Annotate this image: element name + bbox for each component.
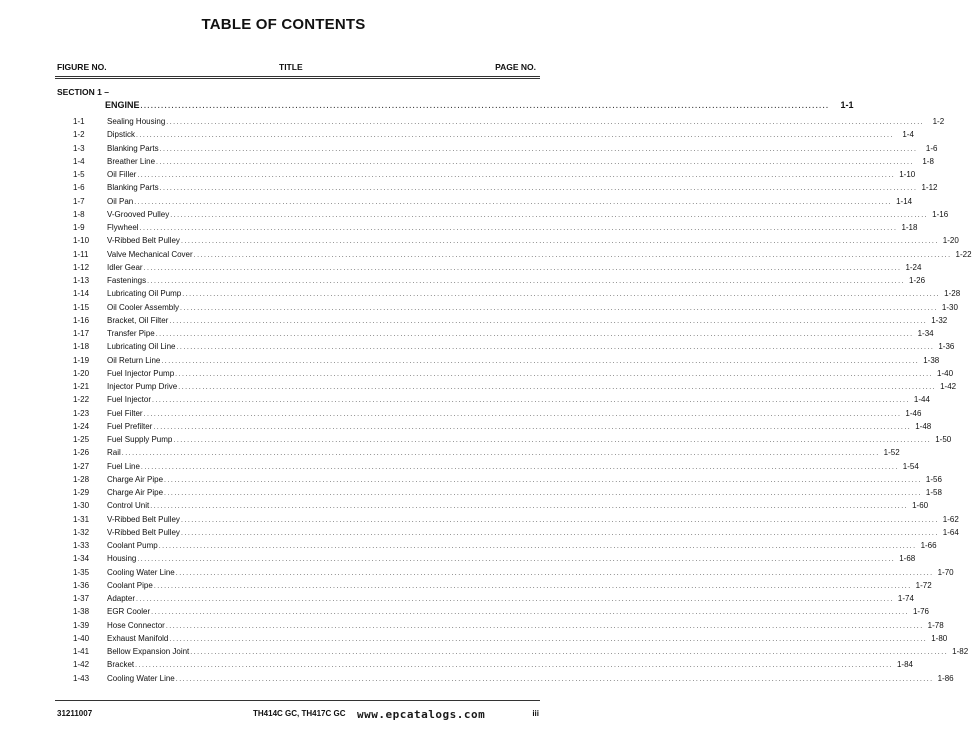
entry-title: V-Ribbed Belt Pulley <box>107 527 180 537</box>
toc-entry[interactable] <box>57 314 948 327</box>
toc-entry[interactable] <box>57 460 919 473</box>
figure-number: 1-20 <box>73 368 90 378</box>
leader-dots: ............................................................................................................................................................................................................................ <box>153 582 912 590</box>
entry-page: 1-60 <box>912 501 929 511</box>
page-no-header: PAGE NO. <box>495 62 536 72</box>
entry-page: 1-36 <box>938 342 955 352</box>
leader-dots: ............................................................................................................................................................................................................................ <box>190 649 949 656</box>
toc-entry[interactable] <box>57 579 932 592</box>
entry-title: V-Grooved Pulley <box>107 209 170 219</box>
entry-page: 1-44 <box>913 395 930 405</box>
leader-dots: ............................................................................................................................................................................................................................ <box>136 132 894 140</box>
leader-dots: ............................................................................................................................................................................................................................ <box>169 635 928 643</box>
entry-page: 1-16 <box>932 209 949 219</box>
entry-title: Oil Pan <box>107 196 134 206</box>
entry-title: Blanking Parts <box>107 143 159 153</box>
toc-entry[interactable] <box>57 513 959 526</box>
toc-entry[interactable] <box>57 592 914 605</box>
figure-number: 1-41 <box>73 647 90 656</box>
toc-entry[interactable] <box>57 248 972 261</box>
figure-number: 1-25 <box>73 435 90 444</box>
entry-page: 1-72 <box>915 580 932 590</box>
entry-page: 1-26 <box>909 276 926 285</box>
leader-dots: ............................................................................................................................................................................................................................ <box>137 172 896 179</box>
document-number: 31211007 <box>57 709 93 718</box>
leader-dots: ............................................................................................................................................................................................................................ <box>161 357 920 365</box>
figure-number: 1-21 <box>73 382 90 391</box>
figure-number: 1-5 <box>73 170 85 179</box>
figure-number: 1-40 <box>73 633 90 643</box>
leader-dots: ............................................................................................................................................................................................................................ <box>166 119 925 126</box>
toc-entry[interactable] <box>57 274 926 287</box>
entry-page: 1-40 <box>937 368 954 378</box>
toc-entry[interactable] <box>57 526 959 539</box>
toc-entry[interactable] <box>57 407 922 420</box>
toc-entry[interactable] <box>57 128 914 141</box>
toc-entry[interactable] <box>57 619 944 632</box>
entry-title: Lubricating Oil Line <box>107 342 176 352</box>
figure-number: 1-29 <box>73 488 90 497</box>
leader-dots: ............................................................................................................................................................................................................................ <box>180 304 938 312</box>
leader-dots: ............................................................................................................................................................................................................................ <box>147 278 906 285</box>
entry-page: 1-54 <box>902 461 919 471</box>
entry-page: 1-76 <box>912 607 929 617</box>
entry-page: 1-6 <box>925 143 938 153</box>
leader-dots: ............................................................................................................................................................................................................................ <box>176 344 935 352</box>
toc-entry[interactable] <box>57 155 934 168</box>
figure-number: 1-19 <box>73 355 90 365</box>
toc-entry[interactable] <box>57 208 949 221</box>
figure-number: 1-22 <box>73 395 90 405</box>
leader-dots: ............................................................................................................................................................................................................................ <box>180 529 939 537</box>
leader-dots: ............................................................................................................................................................................................................................ <box>139 225 898 232</box>
toc-entry[interactable] <box>57 234 959 247</box>
leader-dots: ............................................................................................................................................................................................................................ <box>155 331 914 338</box>
entry-title: Fuel Filter <box>107 408 143 418</box>
entry-title: Cooling Water Line <box>107 567 175 577</box>
toc-entry[interactable] <box>57 261 922 274</box>
entry-page: 1-32 <box>931 315 948 325</box>
figure-number: 1-42 <box>73 660 90 670</box>
section-page: 1-1 <box>840 100 854 110</box>
leader-dots: ............................................................................................................................................................................................................................ <box>165 622 924 630</box>
leader-dots: ............................................................................................................................................................................................................................ <box>180 516 939 524</box>
entry-title: Bracket, Oil Filter <box>107 315 169 325</box>
toc-entry[interactable] <box>57 393 930 406</box>
figure-number: 1-31 <box>73 514 90 524</box>
leader-dots: ............................................................................................................................................................................................................................ <box>178 384 937 391</box>
entry-title: Charge Air Pipe <box>107 474 164 484</box>
figure-number: 1-28 <box>73 474 90 484</box>
entry-title: Coolant Pipe <box>107 580 153 590</box>
entry-title: Adapter <box>107 594 136 603</box>
leader-dots: ........................................................................................................................................................................................................ <box>140 103 830 110</box>
toc-entry[interactable] <box>57 221 918 234</box>
entry-page: 1-14 <box>896 196 913 206</box>
figure-number: 1-7 <box>73 196 85 206</box>
figure-number: 1-33 <box>73 541 90 550</box>
leader-dots: ............................................................................................................................................................................................................................ <box>135 662 893 670</box>
entry-page: 1-46 <box>905 408 922 418</box>
entry-page: 1-80 <box>931 633 948 643</box>
entry-page: 1-24 <box>905 262 922 272</box>
leader-dots: ............................................................................................................................................................................................................................ <box>156 158 914 166</box>
entry-title: Sealing Housing <box>107 117 166 126</box>
figure-number: 1-36 <box>73 580 90 590</box>
figure-number: 1-30 <box>73 501 90 511</box>
figure-number: 1-27 <box>73 461 90 471</box>
leader-dots: ............................................................................................................................................................................................................................ <box>134 198 893 206</box>
entry-title: Fuel Injector Pump <box>107 368 175 378</box>
page-number: iii <box>532 709 539 718</box>
toc-entry[interactable] <box>57 499 929 512</box>
entry-page: 1-58 <box>925 488 942 497</box>
figure-number: 1-12 <box>73 262 90 272</box>
leader-dots: ............................................................................................................................................................................................................................ <box>151 609 909 617</box>
figure-number: 1-35 <box>73 567 90 577</box>
toc-entry[interactable] <box>57 301 958 314</box>
figure-number: 1-23 <box>73 408 90 418</box>
figure-number: 1-2 <box>73 130 85 140</box>
leader-dots: ............................................................................................................................................................................................................................ <box>140 463 899 471</box>
entry-title: Oil Filler <box>107 170 137 179</box>
figure-number: 1-16 <box>73 315 90 325</box>
header-rule <box>55 76 540 79</box>
toc-entry[interactable] <box>57 433 952 446</box>
entry-page: 1-74 <box>897 594 914 603</box>
figure-number: 1-17 <box>73 329 90 338</box>
leader-dots: ............................................................................................................................................................................................................................ <box>136 596 894 603</box>
leader-dots: ............................................................................................................................................................................................................................ <box>164 476 922 484</box>
figure-no-header: FIGURE NO. <box>57 62 107 72</box>
figure-number: 1-37 <box>73 594 90 603</box>
figure-number: 1-6 <box>73 183 85 193</box>
watermark-url: www.epcatalogs.com <box>357 708 486 721</box>
section-title-row[interactable] <box>57 99 854 113</box>
toc-entry[interactable] <box>57 672 954 685</box>
figure-number: 1-18 <box>73 342 90 352</box>
toc-entry[interactable] <box>57 287 961 300</box>
figure-number: 1-11 <box>73 249 89 259</box>
entry-title: V-Ribbed Belt Pulley <box>107 514 180 524</box>
model-designation: TH414C GC, TH417C GC <box>253 709 346 718</box>
figure-number: 1-13 <box>73 276 90 285</box>
entry-title: Rail <box>107 448 121 458</box>
figure-number: 1-4 <box>73 156 85 166</box>
entry-page: 1-62 <box>942 514 959 524</box>
figure-number: 1-14 <box>73 289 90 299</box>
leader-dots: ............................................................................................................................................................................................................................ <box>150 503 909 511</box>
figure-number: 1-15 <box>73 302 90 312</box>
leader-dots: ............................................................................................................................................................................................................................ <box>152 397 910 405</box>
leader-dots: ............................................................................................................................................................................................................................ <box>153 423 912 431</box>
entry-page: 1-34 <box>917 329 934 338</box>
toc-entry[interactable] <box>57 115 945 128</box>
entry-title: Coolant Pump <box>107 541 158 550</box>
leader-dots: ............................................................................................................................................................................................................................ <box>137 556 896 564</box>
entry-title: EGR Cooler <box>107 607 151 617</box>
figure-number: 1-32 <box>73 527 90 537</box>
section-label: SECTION 1 – <box>57 87 109 97</box>
toc-entry[interactable] <box>57 420 932 433</box>
leader-dots: ............................................................................................................................................................................................................................ <box>159 185 918 193</box>
entry-title: Oil Return Line <box>107 355 161 365</box>
entry-title: Flywheel <box>107 223 139 232</box>
toc-entry[interactable] <box>57 354 940 367</box>
entry-page: 1-20 <box>942 236 959 246</box>
entry-page: 1-82 <box>952 647 969 656</box>
toc-entry[interactable] <box>57 327 934 340</box>
leader-dots: ............................................................................................................................................................................................................................ <box>173 437 932 444</box>
entry-page: 1-48 <box>915 421 932 431</box>
page-title: TABLE OF CONTENTS <box>201 16 366 33</box>
title-header: TITLE <box>279 62 303 72</box>
entry-title: Oil Cooler Assembly <box>107 302 180 312</box>
toc-entry[interactable] <box>57 181 938 194</box>
leader-dots: ............................................................................................................................................................................................................................ <box>175 569 934 577</box>
entry-page: 1-2 <box>932 117 945 126</box>
entry-page: 1-4 <box>902 130 914 140</box>
toc-entry[interactable] <box>57 539 937 552</box>
entry-page: 1-78 <box>927 620 944 630</box>
toc-entry[interactable] <box>57 486 942 499</box>
toc-entry[interactable] <box>57 552 916 565</box>
toc-entry[interactable] <box>57 367 954 380</box>
entry-title: Valve Mechanical Cover <box>107 249 193 259</box>
entry-title: Blanking Parts <box>107 183 159 193</box>
entry-page: 1-86 <box>937 673 954 683</box>
entry-title: Housing <box>107 554 137 564</box>
entry-title: Dipstick <box>107 130 136 140</box>
leader-dots: ............................................................................................................................................................................................................................ <box>169 317 928 325</box>
entry-title: Hose Connector <box>107 620 165 630</box>
entry-page: 1-70 <box>937 567 954 577</box>
footer-rule <box>55 700 540 701</box>
entry-page: 1-68 <box>899 554 916 564</box>
toc-entry[interactable] <box>57 473 942 486</box>
entry-title: Injector Pump Drive <box>107 382 178 391</box>
figure-number: 1-3 <box>73 143 85 153</box>
leader-dots: ............................................................................................................................................................................................................................ <box>180 238 939 246</box>
entry-title: Fuel Supply Pump <box>107 435 173 444</box>
entry-page: 1-56 <box>925 474 942 484</box>
entry-title: Idler Gear <box>107 262 143 272</box>
toc-entry[interactable] <box>57 645 969 658</box>
entry-title: Lubricating Oil Pump <box>107 289 182 299</box>
column-headers <box>57 62 538 76</box>
section-name: ENGINE <box>105 100 140 110</box>
entry-title: Fuel Line <box>107 461 140 471</box>
entry-page: 1-52 <box>883 448 900 458</box>
figure-number: 1-34 <box>73 554 90 564</box>
entry-page: 1-22 <box>955 249 972 259</box>
entry-page: 1-64 <box>942 527 959 537</box>
entry-page: 1-8 <box>922 156 934 166</box>
figure-number: 1-1 <box>73 117 85 126</box>
leader-dots: ............................................................................................................................................................................................................................ <box>143 264 902 272</box>
toc-entry[interactable] <box>57 340 955 353</box>
entry-title: Bellow Expansion Joint <box>107 647 190 656</box>
figure-number: 1-24 <box>73 421 90 431</box>
figure-number: 1-39 <box>73 620 90 630</box>
figure-number: 1-9 <box>73 223 85 232</box>
entry-title: V-Ribbed Belt Pulley <box>107 236 180 246</box>
entry-page: 1-38 <box>923 355 940 365</box>
leader-dots: ............................................................................................................................................................................................................................ <box>193 251 952 259</box>
entry-page: 1-18 <box>901 223 918 232</box>
leader-dots: ............................................................................................................................................................................................................................ <box>121 450 880 458</box>
entry-title: Breather Line <box>107 156 156 166</box>
leader-dots: ............................................................................................................................................................................................................................ <box>175 370 934 378</box>
entry-page: 1-30 <box>941 302 958 312</box>
entry-title: Exhaust Manifold <box>107 633 169 643</box>
toc-entry[interactable] <box>57 446 900 459</box>
entry-title: Fuel Injector <box>107 395 152 405</box>
figure-number: 1-10 <box>73 236 90 246</box>
toc-entry[interactable] <box>57 632 948 645</box>
entry-page: 1-28 <box>944 289 961 299</box>
toc-entry[interactable] <box>57 195 913 208</box>
page-footer <box>57 709 539 723</box>
entry-page: 1-66 <box>920 541 937 550</box>
entry-page: 1-42 <box>940 382 957 391</box>
entry-title: Cooling Water Line <box>107 673 175 683</box>
leader-dots: ............................................................................................................................................................................................................................ <box>170 211 929 219</box>
entry-title: Transfer Pipe <box>107 329 155 338</box>
leader-dots: ............................................................................................................................................................................................................................ <box>175 675 934 683</box>
toc-entry[interactable] <box>57 168 916 181</box>
figure-number: 1-38 <box>73 607 90 617</box>
entry-page: 1-84 <box>896 660 913 670</box>
entry-title: Fastenings <box>107 276 147 285</box>
entry-page: 1-12 <box>921 183 938 193</box>
entry-title: Bracket <box>107 660 135 670</box>
toc-entry[interactable] <box>57 605 929 618</box>
entry-title: Fuel Prefilter <box>107 421 153 431</box>
toc-entry[interactable] <box>57 658 913 671</box>
toc-entry[interactable] <box>57 380 957 393</box>
leader-dots: ............................................................................................................................................................................................................................ <box>182 291 941 299</box>
leader-dots: ............................................................................................................................................................................................................................ <box>143 410 902 418</box>
entry-title: Control Unit <box>107 501 150 511</box>
leader-dots: ............................................................................................................................................................................................................................ <box>164 490 922 497</box>
figure-number: 1-8 <box>73 209 85 219</box>
entry-page: 1-50 <box>935 435 952 444</box>
leader-dots: ............................................................................................................................................................................................................................ <box>159 145 918 153</box>
entry-page: 1-10 <box>899 170 916 179</box>
entry-title: Charge Air Pipe <box>107 488 164 497</box>
figure-number: 1-43 <box>73 673 90 683</box>
figure-number: 1-26 <box>73 448 90 458</box>
toc-entry[interactable] <box>57 566 954 579</box>
leader-dots: ............................................................................................................................................................................................................................ <box>158 543 917 550</box>
toc-entry[interactable] <box>57 142 938 155</box>
